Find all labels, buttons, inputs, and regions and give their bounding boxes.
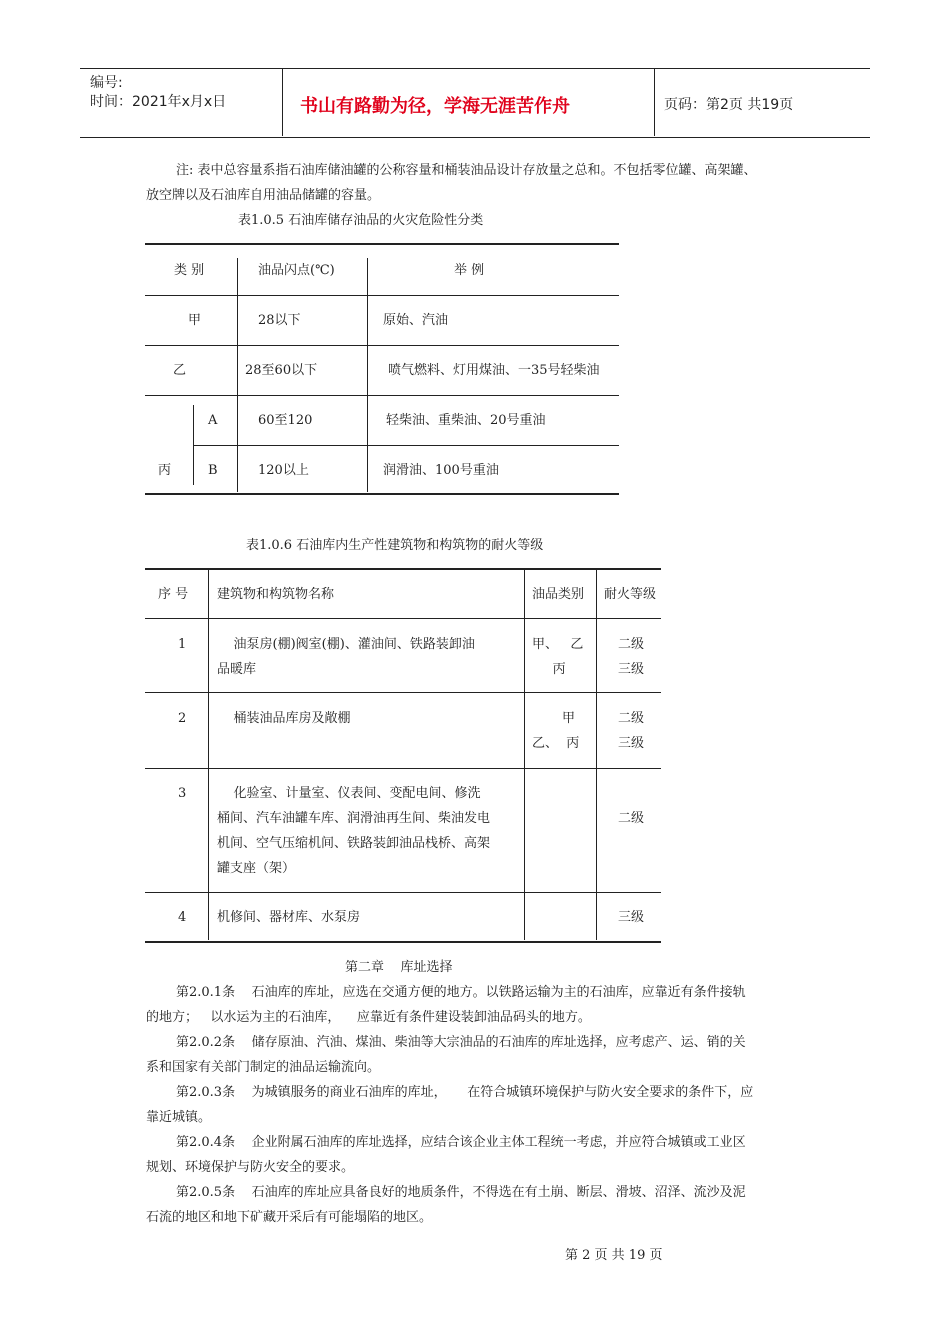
table1-caption: 表1.0.5 石油库储存油品的火灾危险性分类	[238, 213, 484, 228]
table2-cell: 桶间、汽车油罐车库、润滑油再生间、柴油发电	[217, 811, 491, 826]
table2-cell: 油泵房(棚)阀室(棚)、灌油间、铁路装卸油	[217, 637, 475, 652]
paragraph-line: 规划、环境保护与防火安全的要求。	[146, 1160, 355, 1175]
note-line-2: 放空牌以及石油库自用油品储罐的容量。	[146, 188, 381, 203]
table2-cell: 1	[178, 637, 187, 652]
table2-cell: 甲、 乙	[532, 637, 584, 652]
table2-cell: 二级	[618, 711, 645, 726]
table2-cell: 二级	[618, 637, 645, 652]
paragraph-line: 靠近城镇。	[146, 1110, 212, 1125]
table2-cell: 乙、 丙	[532, 736, 580, 751]
paragraph-line: 系和国家有关部门制定的油品运输流向。	[146, 1060, 381, 1075]
table2-col-divider	[596, 570, 597, 940]
table2-cell: 3	[178, 786, 187, 801]
table2-bottom-rule	[145, 941, 661, 943]
table1-rule	[145, 345, 619, 346]
table1-col-divider	[367, 258, 368, 492]
table2-cell: 机修间、器材库、水泵房	[217, 910, 361, 925]
paragraph-line: 第2.0.1条 石油库的库址，应选在交通方便的地方。以铁路运输为主的石油库，应靠近有条件接轨	[176, 985, 746, 1000]
table1-cell: 喷气燃料、灯用煤油、一35号轻柴油	[388, 363, 600, 378]
table2-rule	[145, 768, 661, 769]
table1-cell: 甲	[188, 313, 202, 328]
table2-col-divider	[524, 570, 525, 940]
table1-rule	[193, 445, 619, 446]
table2-cell: 甲	[562, 711, 576, 726]
table2-cell: 三级	[618, 736, 645, 751]
table1-cell: 乙	[173, 363, 187, 378]
table2-cell: 三级	[618, 910, 645, 925]
table1-cell: 60至120	[258, 413, 313, 428]
paragraph-line: 石流的地区和地下矿藏开采后有可能塌陷的地区。	[146, 1210, 433, 1225]
table1-header-category: 类 别	[174, 263, 205, 278]
paragraph-line: 第2.0.2条 储存原油、汽油、煤油、柴油等大宗油品的石油库的库址选择，应考虑产、运、销的关	[176, 1035, 746, 1050]
table2-top-rule	[145, 568, 661, 570]
table2-rule	[145, 618, 661, 619]
table2-cell: 丙	[532, 662, 566, 677]
table2-cell: 桶装油品库房及敞棚	[217, 711, 351, 726]
table1-header-flash-point: 油品闪点(℃)	[258, 263, 335, 278]
serial-label: 编号:	[90, 75, 123, 91]
table1-cell: 丙	[158, 463, 172, 478]
table2-cell: 2	[178, 711, 187, 726]
table2-cell: 罐支座（架）	[217, 861, 296, 876]
table2-cell: 品暖库	[217, 662, 257, 677]
table2-header-oil-class: 油品类别	[532, 587, 585, 602]
header-divider-left	[282, 68, 283, 136]
table1-cell: 28至60以下	[245, 363, 318, 378]
table2-col-divider	[208, 570, 209, 940]
table1-cell: 28以下	[258, 313, 301, 328]
paragraph-line: 第2.0.3条 为城镇服务的商业石油库的库址， 在符合城镇环境保护与防火安全要求的条件下，应	[176, 1085, 754, 1100]
header-motto: 书山有路勤为径，学海无涯苦作舟	[300, 96, 570, 117]
table1-cell: A	[208, 413, 218, 428]
note-line-1: 注: 表中总容量系指石油库储油罐的公称容量和桶装油品设计存放量之总和。不包括零位罐、高架罐、	[176, 163, 757, 178]
table1-top-rule	[145, 243, 619, 245]
paragraph-line: 的地方； 以水运为主的石油库， 应靠近有条件建设装卸油品码头的地方。	[146, 1010, 591, 1025]
table1-bottom-rule	[145, 493, 619, 495]
table2-header-name: 建筑物和构筑物名称	[217, 587, 335, 602]
header-divider-right	[654, 68, 655, 136]
table1-rule	[145, 295, 619, 296]
table1-sub-divider	[193, 405, 194, 485]
table2-header-no: 序 号	[158, 587, 189, 602]
table1-header-example: 举 例	[454, 263, 485, 278]
table1-cell: 原始、汽油	[383, 313, 449, 328]
table1-cell: 轻柴油、重柴油、20号重油	[386, 413, 546, 428]
table1-rule	[145, 395, 619, 396]
page-code: 页码：第2页 共19页	[664, 97, 794, 113]
table2-cell: 机间、空气压缩机间、铁路装卸油品栈桥、高架	[217, 836, 491, 851]
table2-rule	[145, 892, 661, 893]
table1-cell: 润滑油、100号重油	[383, 463, 499, 478]
paragraph-line: 第2.0.4条 企业附属石油库的库址选择，应结合该企业主体工程统一考虑，并应符合城镇或工业区	[176, 1135, 746, 1150]
time-label: 时间：2021年x月x日	[90, 94, 227, 110]
table2-cell: 二级	[618, 811, 645, 826]
table1-col-divider	[237, 258, 238, 492]
page-footer: 第 2 页 共 19 页	[565, 1248, 663, 1263]
table1-cell: B	[208, 463, 218, 478]
paragraph-line: 第2.0.5条 石油库的库址应具备良好的地质条件，不得选在有土崩、断层、滑坡、沼泽、流沙及泥	[176, 1185, 746, 1200]
table2-cell: 4	[178, 910, 187, 925]
chapter-title: 第二章 库址选择	[345, 960, 453, 975]
table2-header-fire-rating: 耐火等级	[604, 587, 657, 602]
table2-cell: 三级	[618, 662, 645, 677]
table2-rule	[145, 692, 661, 693]
table1-cell: 120以上	[258, 463, 309, 478]
table2-caption: 表1.0.6 石油库内生产性建筑物和构筑物的耐火等级	[246, 538, 544, 553]
table2-cell: 化验室、计量室、仪表间、变配电间、修洗	[217, 786, 481, 801]
